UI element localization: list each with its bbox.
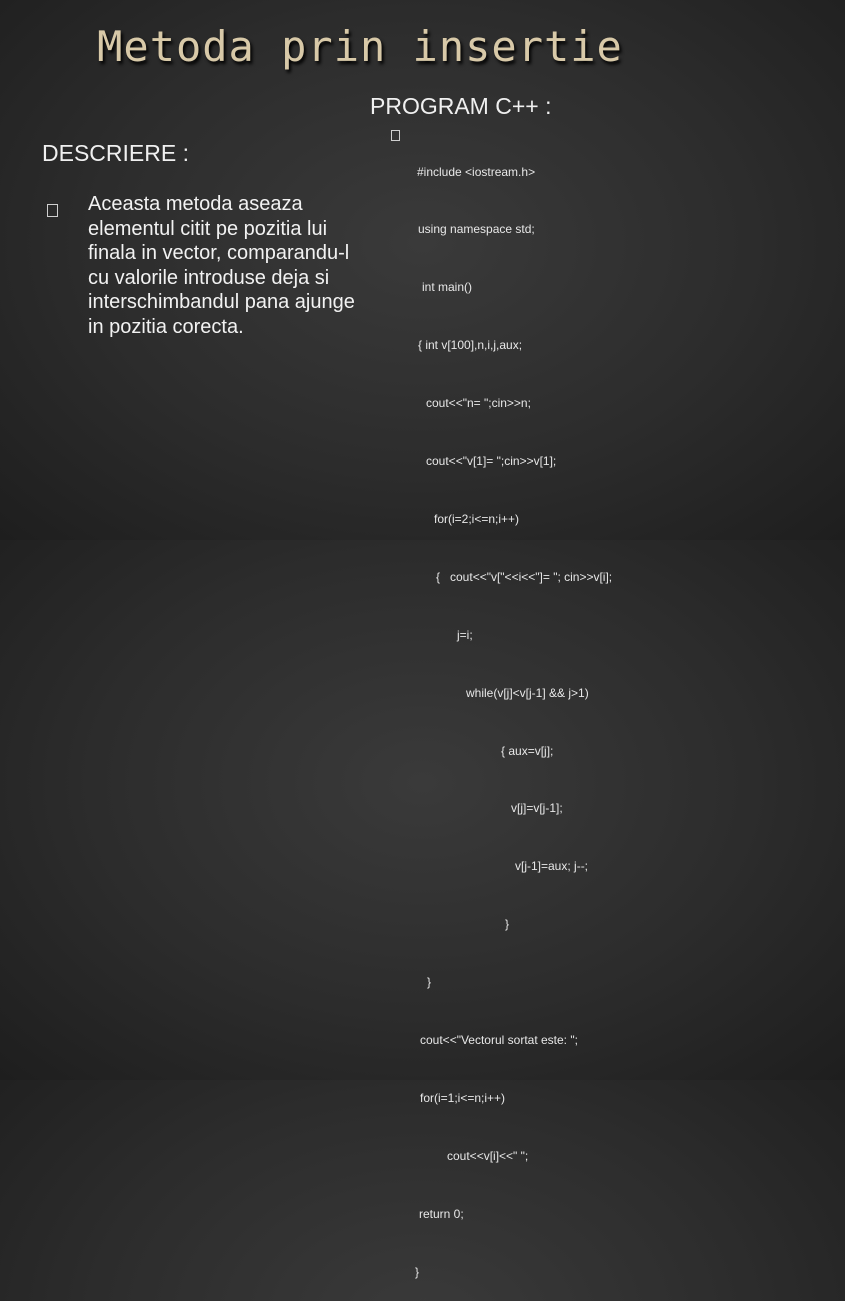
- code-line: cout<<"Vectorul sortat este: ";: [420, 1032, 578, 1047]
- code-line: v[j-1]=aux; j--;: [515, 859, 589, 874]
- code-line: }: [427, 975, 432, 990]
- code-line: cout<<"n= ";cin>>n;: [426, 396, 531, 411]
- program-heading: PROGRAM C++ :: [370, 93, 552, 119]
- code-line: j=i;: [457, 627, 473, 642]
- code-line: { cout<<"v["<<i<<"]= "; cin>>v[i];: [436, 569, 613, 584]
- code-line: using namespace std;: [418, 222, 535, 237]
- code-line: for(i=2;i<=n;i++): [434, 511, 520, 526]
- description-heading: DESCRIERE :: [42, 140, 189, 166]
- code-line: }: [505, 917, 510, 932]
- code-line: cout<<v[i]<<" ";: [447, 1148, 529, 1163]
- code-line: return 0;: [419, 1206, 464, 1221]
- slide-title: Metoda prin insertie: [97, 22, 623, 71]
- code-line: while(v[j]<v[j-1] && j>1): [466, 685, 589, 700]
- code-line: }: [415, 1264, 420, 1279]
- code-block: [380, 124, 710, 1301]
- code-line: { int v[100],n,i,j,aux;: [418, 338, 523, 353]
- code-line: v[j]=v[j-1];: [511, 801, 563, 816]
- code-line: for(i=1;i<=n;i++): [420, 1090, 506, 1105]
- bullet-icon: [47, 204, 58, 217]
- code-line: #include <iostream.h>: [417, 164, 536, 179]
- description-text: Aceasta metoda aseaza elementul citit pe pozitia lui finala in vector, comparandu-l cu valorile introduse deja si interschimbandul pana ajunge in pozitia corecta.: [88, 193, 355, 338]
- code-line: { aux=v[j];: [501, 743, 554, 758]
- code-line: int main(): [422, 280, 473, 295]
- code-line: cout<<"v[1]= ";cin>>v[1];: [426, 454, 557, 469]
